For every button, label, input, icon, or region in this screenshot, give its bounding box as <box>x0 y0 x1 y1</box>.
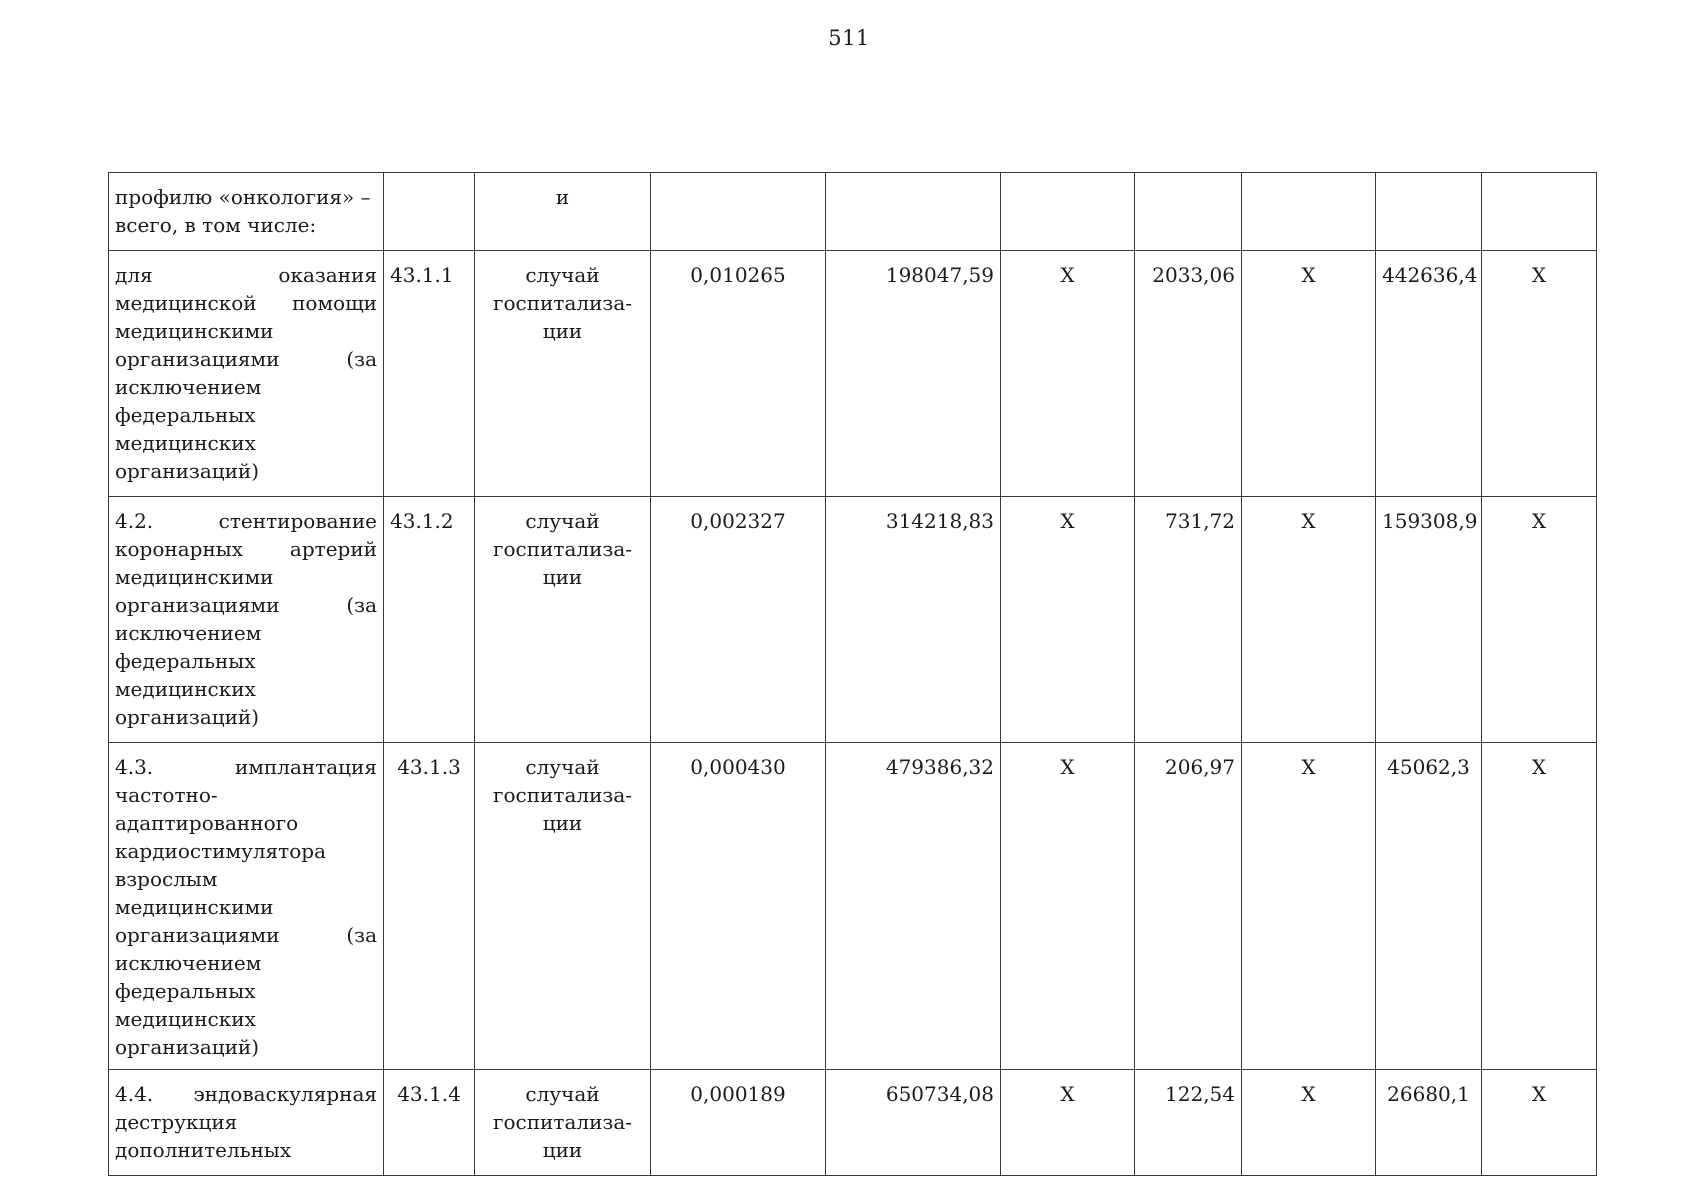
row-unit-cell: случай госпитализа-ции <box>475 497 651 743</box>
row-x3-cell: Х <box>1482 497 1597 743</box>
row-cost-cell: 650734,08 <box>826 1070 1001 1176</box>
row-value2-cell <box>1376 173 1482 251</box>
row-value1-cell <box>1135 173 1242 251</box>
row-x3-cell: Х <box>1482 743 1597 1070</box>
tariff-table <box>108 172 1597 1176</box>
page-number: 511 <box>828 26 870 50</box>
row-rate-cell: 0,000189 <box>651 1070 826 1176</box>
row-unit-cell: случай госпитализа-ции <box>475 1070 651 1176</box>
row-cost-cell: 314218,83 <box>826 497 1001 743</box>
row-rate-cell <box>651 173 826 251</box>
row-cost-cell: 479386,32 <box>826 743 1001 1070</box>
row-code-cell: 43.1.3 <box>384 743 475 1070</box>
row-value2-cell: 26680,1 <box>1376 1070 1482 1176</box>
row-rate-cell: 0,002327 <box>651 497 826 743</box>
row-x1-cell <box>1001 173 1135 251</box>
table-row <box>109 497 1597 743</box>
row-x1-cell: Х <box>1001 497 1135 743</box>
row-rate-cell: 0,000430 <box>651 743 826 1070</box>
row-name-cell: 4.2. стентирование коронарных артерий медицинскими организациями (за исключением федеральных медицинских организаций) <box>109 497 384 743</box>
row-code-cell: 43.1.1 <box>384 251 475 497</box>
row-value2-cell: 45062,3 <box>1376 743 1482 1070</box>
row-name-cell: 4.3. имплантация частотно-адаптированного кардиостимулятора взрослым медицинскими организациями (за исключением федеральных медицинских организаций) <box>109 743 384 1070</box>
table-row <box>109 743 1597 1070</box>
row-x2-cell: Х <box>1242 1070 1376 1176</box>
row-x3-cell: Х <box>1482 1070 1597 1176</box>
table-row <box>109 1070 1597 1176</box>
row-name-cell: профилю «онкология» – всего, в том числе: <box>109 173 384 251</box>
row-x2-cell: Х <box>1242 251 1376 497</box>
row-name-cell: для оказания медицинской помощи медицинскими организациями (за исключением федеральных медицинских организаций) <box>109 251 384 497</box>
row-name-cell: 4.4. эндоваскулярная деструкция дополнительных <box>109 1070 384 1176</box>
row-x1-cell: Х <box>1001 743 1135 1070</box>
row-code-cell: 43.1.4 <box>384 1070 475 1176</box>
row-value1-cell: 2033,06 <box>1135 251 1242 497</box>
row-x1-cell: Х <box>1001 251 1135 497</box>
row-x2-cell <box>1242 173 1376 251</box>
row-x3-cell: Х <box>1482 251 1597 497</box>
table-row <box>109 173 1597 251</box>
row-value1-cell: 122,54 <box>1135 1070 1242 1176</box>
row-x2-cell: Х <box>1242 497 1376 743</box>
row-value2-cell: 159308,9 <box>1376 497 1482 743</box>
row-unit-cell: случай госпитализа-ции <box>475 743 651 1070</box>
row-value1-cell: 731,72 <box>1135 497 1242 743</box>
row-x1-cell: Х <box>1001 1070 1135 1176</box>
row-code-cell: 43.1.2 <box>384 497 475 743</box>
row-value1-cell: 206,97 <box>1135 743 1242 1070</box>
row-x3-cell <box>1482 173 1597 251</box>
row-rate-cell: 0,010265 <box>651 251 826 497</box>
row-cost-cell: 198047,59 <box>826 251 1001 497</box>
table-row <box>109 251 1597 497</box>
row-x2-cell: Х <box>1242 743 1376 1070</box>
row-unit-cell: случай госпитализа-ции <box>475 251 651 497</box>
row-code-cell <box>384 173 475 251</box>
row-unit-cell: и <box>475 173 651 251</box>
row-cost-cell <box>826 173 1001 251</box>
row-value2-cell: 442636,4 <box>1376 251 1482 497</box>
